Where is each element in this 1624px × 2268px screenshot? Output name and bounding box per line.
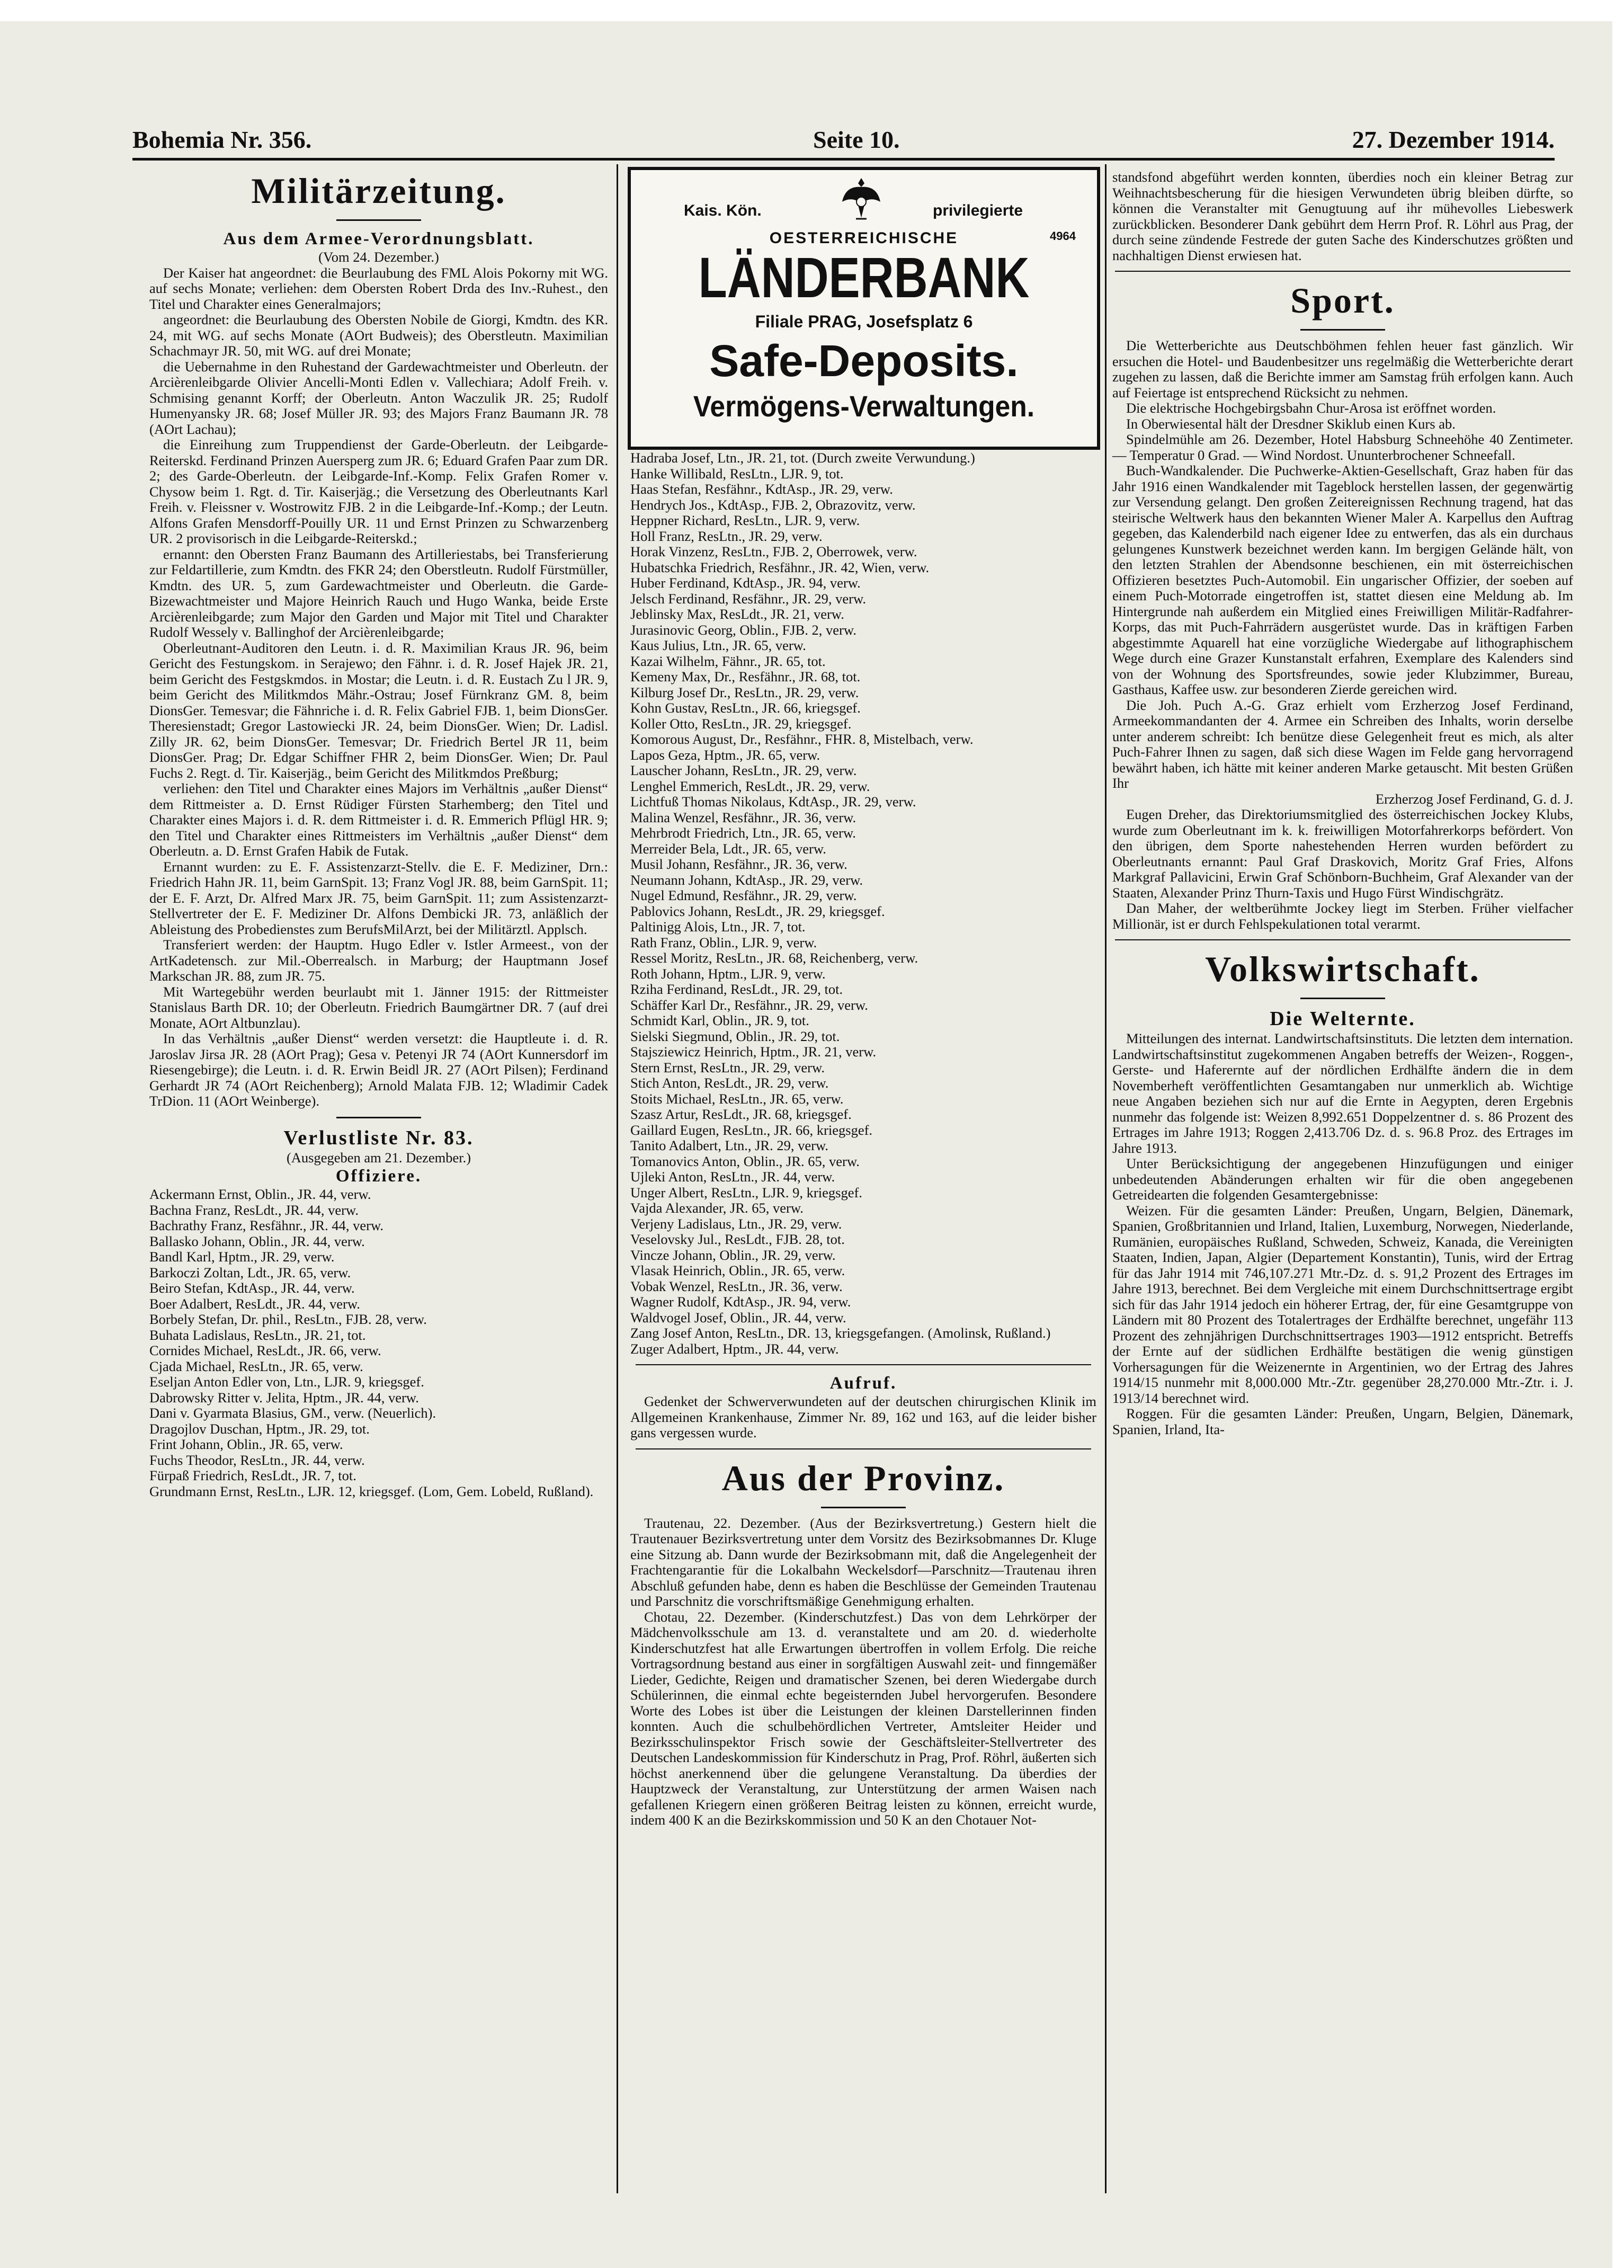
list-item: Stajsziewicz Heinrich, Hptm., JR. 21, verw.	[630, 1044, 877, 1060]
list-item: Ackermann Ernst, Oblin., JR. 44, verw.	[149, 1186, 371, 1202]
list-item: Malina Wenzel, Resfähnr., JR. 36, verw.	[630, 809, 856, 825]
paragraph: In Oberwiesental hält der Dresdner Skiklub einen Kurs ab.	[1126, 415, 1456, 432]
article-title-aufruf: Aufruf.	[829, 1374, 897, 1393]
list-item: Fuchs Theodor, ResLtn., JR. 44, verw.	[149, 1452, 365, 1468]
list-item: Lenghel Emmerich, ResLdt., JR. 29, verw.	[630, 778, 870, 794]
list-item: Lapos Geza, Hptm., JR. 65, verw.	[630, 746, 820, 763]
list-item: Wagner Rudolf, KdtAsp., JR. 94, verw.	[630, 1294, 851, 1310]
list-item: Kazai Wilhelm, Fähnr., JR. 65, tot.	[630, 653, 826, 669]
ad-brand-laenderbank: LÄNDERBANK	[698, 245, 1030, 309]
section-rule	[1300, 329, 1385, 331]
list-item: Waldvogel Josef, Oblin., JR. 44, verw.	[630, 1309, 846, 1326]
ad-line-kais-koen: Kais. Kön.	[684, 202, 762, 219]
section-title-aus-der-provinz: Aus der Provinz.	[721, 1457, 1005, 1498]
paragraph: Gedenket der Schwerverwundeten auf der deutschen chirurgischen Klinik im Allgemeinen Krankenhause, Zimmer Nr. 89, 162 und 163, auf die leider bisher gans vergessen wurde.	[630, 1393, 1096, 1440]
paragraph: Unter Berücksichtigung der angegebenen Hinzufügungen und einiger unbedeutenden Abänderungen erhalten wir für die oben angegebenen Getreidearten die folgenden Gesamtergebnisse:	[1112, 1155, 1573, 1203]
list-item: Komorous August, Dr., Resfähnr., FHR. 8, Mistelbach, verw.	[630, 731, 974, 747]
paragraph: angeordnet: die Beurlaubung des Obersten Nobile de Giorgi, Kmdtn. des KR. 24, mit WG. auf sechs Monate (AOrt Budweis); des Oberstleutn. Maximilian Schachmayr JR. 50, mit WG. auf drei Monate;	[149, 312, 608, 359]
list-item: Frint Johann, Oblin., JR. 65, verw.	[149, 1436, 343, 1452]
section-rule	[1115, 939, 1571, 940]
list-item: Szasz Artur, ResLdt., JR. 68, kriegsgef.	[630, 1106, 852, 1122]
list-item: Ressel Moritz, ResLtn., JR. 68, Reichenberg, verw.	[630, 950, 918, 966]
section-rule	[821, 1507, 906, 1508]
column-1	[149, 170, 608, 1499]
list-item: Vobak Wenzel, ResLtn., JR. 36, verw.	[630, 1278, 843, 1294]
list-item: Neumann Johann, KdtAsp., JR. 29, verw.	[630, 871, 863, 888]
article-title-die-welternte: Die Welternte.	[1270, 1008, 1416, 1030]
list-item: Dani v. Gyarmata Blasius, GM., verw. (Neuerlich).	[149, 1405, 436, 1421]
list-item: Kohn Gustav, ResLtn., JR. 66, kriegsgef.	[630, 700, 861, 716]
list-item: Stern Ernst, ResLtn., JR. 29, verw.	[630, 1059, 825, 1075]
header-rule	[132, 158, 1555, 161]
imperial-eagle-icon	[840, 175, 882, 223]
scan-margin-right	[1612, 0, 1624, 2268]
paragraph: die Uebernahme in den Ruhestand der Gardewachtmeister und Oberleutn. der Arcièrenleibgarde Olivier Ancelli-Monti Edlen v. Vallechiara; Adolf Freih. v. Schmising genannt Korff; der Oberleutn. Anton Waczulik JR. 25; Rudolf Humenyansky JR. 68; Josef Müller JR. 93; des Majors Franz Baumann JR. 78 (AOrt Lachau);	[149, 358, 608, 437]
list-item: Grundmann Ernst, ResLtn., LJR. 12, kriegsgef. (Lom, Gem. Lobeld, Rußland).	[149, 1483, 594, 1499]
column-2	[630, 450, 1096, 1828]
list-item: Buhata Ladislaus, ResLtn., JR. 21, tot.	[149, 1327, 366, 1343]
paragraph: Roggen. Für die gesamten Länder: Preußen, Ungarn, Belgien, Dänemark, Spanien, Irland, Ita-	[1112, 1406, 1573, 1437]
list-item: Merreider Bela, Ldt., JR. 65, verw.	[630, 840, 826, 857]
list-item: Bachrathy Franz, Resfähnr., JR. 44, verw.	[149, 1217, 384, 1233]
list-item: Rziha Ferdinand, ResLdt., JR. 29, tot.	[630, 981, 843, 997]
article-title-verlustliste: Verlustliste Nr. 83.	[283, 1126, 474, 1149]
list-item: Heppner Richard, ResLtn., LJR. 9, verw.	[630, 512, 860, 528]
section-rule	[336, 219, 421, 221]
section-rule	[636, 1364, 1091, 1365]
list-item: Roth Johann, Hptm., LJR. 9, verw.	[630, 965, 826, 982]
list-item: Haas Stefan, Resfähnr., KdtAsp., JR. 29, verw.	[630, 481, 893, 497]
column-3	[1112, 170, 1573, 1437]
ad-branch-address: Filiale PRAG, Josefsplatz 6	[755, 312, 973, 331]
list-item: Hanke Willibald, ResLtn., LJR. 9, tot.	[630, 465, 844, 482]
list-item: Cjada Michael, ResLtn., JR. 65, verw.	[149, 1358, 363, 1374]
list-item: Dragojlov Duschan, Hptm., JR. 29, tot.	[149, 1420, 370, 1437]
list-item: Huber Ferdinand, KdtAsp., JR. 94, verw.	[630, 575, 861, 591]
list-item: Jeblinsky Max, ResLdt., JR. 21, verw.	[630, 606, 844, 622]
list-item: Veselovsky Jul., ResLdt., FJB. 28, tot.	[630, 1231, 845, 1247]
list-item: Bachna Franz, ResLdt., JR. 44, verw.	[149, 1202, 359, 1218]
list-item: Vincze Johann, Oblin., JR. 29, verw.	[630, 1247, 836, 1263]
paragraph: Mit Wartegebühr werden beurlaubt mit 1. Jänner 1915: der Rittmeister Stanislaus Barth DR. 10; der Oberleutn. Friedrich Baumgärtner DR. 7 (auf drei Monate, AOrt Altbunzlau).	[149, 983, 608, 1031]
paragraph: Buch-Wandkalender. Die Puchwerke-Aktien-Gesellschaft, Graz haben für das Jahr 1916 einen Wandkalender mit Tageblock herstellen lassen, der gegenwärtig zur Versendung gelangt. Den großen Zeitereignissen Rechnung tragend, hat das steirische Weltwerk haus den bekannten Wiener Maler A. Karpellus den Auftrag gegeben, das Kalenderbild nach eigener Idee zu entwerfen, das als ein durchaus gelungenes Kunstwerk bezeichnet werden kann. Im bergigen Gelände hält, von den letzten Strahlen der Abendsonne beschienen, ein mit österreichischen Offizieren besetztes Puch-Automobil. Ein ungarischer Offizier, der soeben auf einem Puch-Motorrade eingetroffen ist, stattet diesen eine Meldung ab. Im Hintergrunde nah außerdem ein Mitglied eines Freiwilligen Militär-Radfahrer-Korps, das mit Puch-Fahrrädern ausgerüstet wurde. Das in kräftigen Farben abgestimmte Aquarell hat eine vorzügliche Wiedergabe auf lithographischem Wege durch eine Grazer Kunstanstalt erfahren, Exemplare des Kalenders sind von der Wohnung des Sportsfreundes, sowie jeder Klubzimmer, Bureau, Gasthaus, Kaffee usw. zur besonderen Zierde gereichen wird.	[1112, 463, 1573, 697]
issue-date: 27. Dezember 1914.	[1352, 126, 1555, 153]
column-divider-1	[617, 164, 618, 2193]
verlustliste-date: (Ausgegeben am 21. Dezember.)	[286, 1149, 471, 1166]
list-item: Fürpaß Friedrich, ResLdt., JR. 7, tot.	[149, 1467, 356, 1483]
signature-line: Erzherzog Josef Ferdinand, G. d. J.	[1375, 790, 1573, 807]
list-item: Hendrych Jos., KdtAsp., FJB. 2, Obrazovitz, verw.	[630, 496, 916, 513]
section-rule	[1300, 998, 1385, 999]
column-divider-2	[1105, 164, 1107, 2193]
paragraph: Weizen. Für die gesamten Länder: Preußen, Ungarn, Belgien, Dänemark, Spanien, Großbritannien und Irland, Italien, Luxemburg, Norwegen, Niederlande, Rumänien, europäisches Rußland, Schweden, Schweiz, Kanada, die Vereinigten Staaten, Indien, Japan, Algier (Departement Konstantin), Tunis, wird der Ertrag für das Jahr 1914 mit 746,107.271 Mtr.-Dz. d. s. 91,2 Prozent des Ertrages im Jahre 1913, berechnet. Bei dem Vergleiche mit einem Durchschnittsertrage ergibt sich für das Jahr 1914 jedoch ein höherer Ertrag, der, für eine Gesamtgruppe von Ländern mit 80 Prozent des Totalertrages der Erdhälfte berechnet, ungefähr 113 Prozent des zehnjährigen Durchschnittsertrages 1903—1912 entspricht. Betreffs der Ernte auf der südlichen Erdhälfte bestätigen die wenig günstigen Vorhersagungen für die Weizenernte in Argentinien, wo der Ertrag des Jahres 1914/15 nunmehr mit 8,000.000 Mtr.-Ztr. gegenüber 28,270.000 Mtr.-Ztr. i. J. 1913/14 berechnet wird.	[1112, 1202, 1573, 1406]
paragraph: Ernannt wurden: zu E. F. Assistenzarzt-Stellv. die E. F. Mediziner, Drn.: Friedrich Hahn JR. 11, beim GarnSpit. 13; Franz Vogl JR. 88, beim GarnSpit. 11; der E. F. Arzt, Dr. Alfred Marx JR. 75, beim GarnSpit. 11; zum Assistenzarzt-Stellvertreter der E. F. Mediziner Dr. Alfons Dembicki JR. 73, anläßlich der Ableistung des Probedienstes zum BerufsMilArzt, bei der Militärztl. Applsch.	[149, 858, 608, 937]
list-item: Bandl Karl, Hptm., JR. 29, verw.	[149, 1249, 335, 1265]
paragraph: Die Wetterberichte aus Deutschböhmen fehlen heuer fast gänzlich. Wir ersuchen die Hotel- und Baudenbesitzer uns regelmäßig die Wetterberichte derart zugehen zu lassen, daß die Berichte immer am Samstag früh erfolgen kann. Auch auf Feiertage ist entsprechend Rücksicht zu nehmen.	[1112, 337, 1573, 401]
list-item: Ujleki Anton, ResLtn., JR. 44, verw.	[630, 1169, 835, 1185]
list-item: Schäffer Karl Dr., Resfähnr., JR. 29, verw.	[630, 997, 868, 1013]
list-item: Jelsch Ferdinand, Resfähnr., JR. 29, verw.	[630, 590, 867, 607]
list-item: Ballasko Johann, Oblin., JR. 44, verw.	[149, 1233, 365, 1249]
list-item: Borbely Stefan, Dr. phil., ResLtn., FJB. 28, verw.	[149, 1311, 427, 1327]
list-item: Lauscher Johann, ResLtn., JR. 29, verw.	[630, 762, 857, 778]
list-item: Holl Franz, ResLtn., JR. 29, verw.	[630, 528, 823, 544]
list-item: Mehrbrodt Friedrich, Ltn., JR. 65, verw.	[630, 825, 856, 841]
scan-margin-top	[0, 0, 1624, 21]
list-item: Beiro Stefan, KdtAsp., JR. 44, verw.	[149, 1280, 355, 1296]
ad-line-oesterreichische: OESTERREICHISCHE	[769, 229, 959, 247]
list-item: Kilburg Josef Dr., ResLtn., JR. 29, verw.	[630, 684, 859, 700]
paragraph: Trautenau, 22. Dezember. (Aus der Bezirksvertretung.) Gestern hielt die Trautenauer Bezirksvertretung unter dem Vorsitz des Bezirksobmannes Dr. Kluge eine Sitzung ab. Dann wurde der Bezirksobmann mit, daß die Angelegenheit der Frachtengarantie für die Lokalbahn Weckelsdorf—Parschnitz—Trautenau ihren Abschluß gefunden habe, denn es haben die Beschlüsse der Gemeinden Trautenau und Parschnitz die vorschriftsmäßige Genehmigung erhalten.	[630, 1515, 1096, 1609]
paragraph: Mitteilungen des internat. Landwirtschaftsinstituts. Die letzten dem internation. Landwirtschaftsinstitut zugekommenen Angaben betreffs der Weizen-, Roggen-, Gerste- und Haferernte auf der nördlichen Erdhälfte ändern die in dem Novemberheft veröffentlichten Gesamtangaben nur unmerklich ab. Wichtige neue Angaben beziehen sich nur auf die Ernte in Aegypten, deren Ergebnis nunmehr das folgende ist: Weizen 8,992.651 Doppelzentner d. s. 86 Prozent des Ertrages im Jahre 1913; Roggen 2,413.706 Dz. d. s. 96.8 Proz. des Ertrages im Jahre 1913.	[1112, 1030, 1573, 1156]
paragraph: Spindelmühle am 26. Dezember, Hotel Habsburg Schneehöhe 40 Zentimeter. — Temperatur 0 Grad. — Wind Nordost. Ununterbrochener Schneefall.	[1112, 431, 1573, 463]
paragraph: Der Kaiser hat angeordnet: die Beurlaubung des FML Alois Pokorny mit WG. auf sechs Monate; verliehen: dem Obersten Robert Drda des Inv.-Ruhest., den Titel und Charakter eines Generalmajors;	[149, 264, 608, 312]
article-date: (Vom 24. Dezember.)	[318, 249, 439, 265]
list-item: Stich Anton, ResLdt., JR. 29, verw.	[630, 1075, 829, 1091]
section-rule	[1115, 271, 1571, 272]
paragraph: Transferiert werden: der Hauptm. Hugo Edler v. Istler Armeest., von der ArtKadetensch. zur Mil.-Oberrealsch. in Marburg; der Hauptmann Josef Markschan JR. 88, zum JR. 75.	[149, 937, 608, 984]
paragraph: Eugen Dreher, das Direktoriumsmitglied des österreichischen Jockey Klubs, wurde zum Oberleutnant im k. k. freiwilligen Motorfahrerkorps befördert. Von den übrigen, dem Sporte nahestehenden Herren wurden befördert zu Oberleutnants ernannt: Paul Graf Draskovich, Moritz Graf Fries, Alfons Markgraf Pallavicini, Erwin Graf Schönborn-Buchheim, Graf Alexander van der Staaten, Alexander Prinz Thurn-Taxis und Hugo Fürst Windischgrätz.	[1112, 806, 1573, 901]
offiziere-subhead: Offiziere.	[335, 1167, 422, 1186]
list-item: Zuger Adalbert, Hptm., JR. 44, verw.	[630, 1340, 839, 1357]
list-item: Kemeny Max, Dr., Resfähnr., JR. 68, tot.	[630, 669, 861, 684]
list-item: Stoits Michael, ResLtn., JR. 65, verw.	[630, 1090, 844, 1107]
paragraph: ernannt: den Obersten Franz Baumann des Artilleriestabs, bei Transferierung zur Feldartillerie, zum Kmdtn. des FKR 24; den Oberstleutn. Rudolf Fürstmüller, Kmdtn. des UR. 5, zum Gardewachtmeister und Oberleutn. die Garde-Bizewachtmeister und Majore Heinrich Rauch und Hugo Wanka, beide Erste Arcièrenleibgarde; zum Major den Garden und Major mit Titel und Charakter Rudolf Wessely v. Ballinghof der Arcièrenleibgarde;	[149, 546, 608, 640]
list-item: Eseljan Anton Edler von, Ltn., LJR. 9, kriegsgef.	[149, 1374, 424, 1390]
list-item: Paltinigg Alois, Ltn., JR. 7, tot.	[630, 919, 806, 935]
page-number: Seite 10.	[813, 126, 900, 153]
list-item: Gaillard Eugen, ResLtn., JR. 66, kriegsgef.	[630, 1122, 873, 1138]
paragraph: verliehen: den Titel und Charakter eines Majors im Verhältnis „außer Dienst“ dem Rittmeister a. D. Ernst Rüdiger Fürsten Starhemberg; den Titel und Charakter eines Majors i. d. R. dem Rittmeister i. d. R. Emmerich Pflügl HR. 9; den Titel und Charakter eines Rittmeisters im Verhältnis „außer Dienst“ dem Oberleutn. a. D. Ernst Grafen Habik de Futak.	[149, 780, 608, 859]
list-item: Schmidt Karl, Oblin., JR. 9, tot.	[630, 1012, 809, 1028]
section-rule	[636, 1448, 1091, 1449]
list-item: Jurasinovic Georg, Oblin., FJB. 2, verw.	[630, 621, 856, 638]
list-item: Pablovics Johann, ResLdt., JR. 29, kriegsgef.	[630, 903, 885, 919]
casualty-list	[149, 1187, 608, 1499]
list-item: Unger Albert, ResLtn., LJR. 9, kriegsgef.	[630, 1184, 862, 1200]
list-item: Kaus Julius, Ltn., JR. 65, verw.	[630, 637, 806, 653]
section-title-volkswirtschaft: Volkswirtschaft.	[1205, 949, 1480, 989]
paragraph: die Einreihung zum Truppendienst der Garde-Oberleutn. der Leibgarde-Reiterskd. Ferdinand Prinzen Auersperg zum JR. 6; Eduard Grafen Paar zum DR. 2; des Garde-Oberleutn. der Leibgarde-Inf.-Komp. Felix Grafen Romer v. Chysow beim 1. Rgt. d. Tir. Kaiserjäg.; die Versetzung des Oberleutnants Karl Freih. v. Fleissner v. Wostrowitz FJB. 2 in die Leibgarde-Inf.-Komp.; der Leutn. Alfons Grafen Mensdorff-Pouilly UR. 11 und Ernst Prinzen zu Schwarzenberg UR. 2 provisorisch in die Leibgarde-Reiterskd.;	[149, 437, 608, 546]
article-title-armee-verordnungsblatt: Aus dem Armee-Verordnungsblatt.	[223, 229, 534, 248]
list-item: Tanito Adalbert, Ltn., JR. 29, verw.	[630, 1137, 828, 1153]
ad-safe-deposits: Safe-Deposits.	[709, 336, 1019, 386]
list-item: Rath Franz, Oblin., LJR. 9, verw.	[630, 934, 817, 950]
paragraph: Dan Maher, der weltberühmte Jockey liegt im Sterben. Früher vielfacher Millionär, ist er durch Fehlspekulationen total verarmt.	[1112, 900, 1573, 932]
paragraph: standsfond abgeführt werden konnten, überdies noch ein kleiner Betrag zur Weihnachtsbescherung für die hiesigen Verwundeten übrig bleiben dürfte, so können die Veranstalter mit Genugtuung auf ihr mühevolles Liebeswerk zurückblicken. Besonderer Dank gebührt dem Herrn Prof. R. Löhrl aus Prag, der durch seine zündende Festrede der guten Sache des Kinderschutzes größten und nachhaltigen Dienst erwiesen hat.	[1112, 169, 1573, 263]
list-item: Barkoczi Zoltan, Ldt., JR. 65, verw.	[149, 1264, 351, 1280]
list-item: Vlasak Heinrich, Oblin., JR. 65, verw.	[630, 1262, 845, 1278]
list-item: Boer Adalbert, ResLdt., JR. 44, verw.	[149, 1295, 360, 1312]
list-item: Musil Johann, Resfähnr., JR. 36, verw.	[630, 856, 847, 872]
issue-number: Bohemia Nr. 356.	[132, 126, 312, 153]
paragraph: In das Verhältnis „außer Dienst“ werden versetzt: die Hauptleute i. d. R. Jaroslav Jirsa JR. 28 (AOrt Prag); Gesa v. Petenyi JR 74 (AOrt Kunnersdorf im Riesengebirge); die Leutn. i. d. R. Erwin Beidl JR. 27 (AOrt Pilsen); Ferdinand Gerhardt JR 74 (AOrt Reichenberg); Arnold Malata FJB. 12; Wladimir Cadek TrDion. 11 (AOrt Weinberge).	[149, 1030, 608, 1109]
list-item: Koller Otto, ResLtn., JR. 29, kriegsgef.	[630, 715, 852, 732]
list-item: Hadraba Josef, Ltn., JR. 21, tot. (Durch zweite Verwundung.)	[630, 450, 975, 466]
list-item: Horak Vinzenz, ResLtn., FJB. 2, Oberrowek, verw.	[630, 544, 917, 559]
paragraph: Die Joh. Puch A.-G. Graz erhielt vom Erzherzog Josef Ferdinand, Armeekommandanten der 4. Armee ein Schreiben des Inhalts, worin derselbe unter anderem schreibt: Ich benütze diese Gelegenheit freut es mich, als alter Puch-Fahrer Ihnen zu sagen, daß sich diese Wagen im Felde gang hervorragend bewährt haben, ich hätte mit keiner anderen Marke getauscht. Mit besten Grüßen Ihr	[1112, 697, 1573, 791]
paragraph: Oberleutnant-Auditoren den Leutn. i. d. R. Maximilian Kraus JR. 96, beim Gericht des Festungskom. in Serajewo; den Fähnr. i. d. R. Josef Hajek JR. 21, beim Gericht des Festgskmdos. in Mostar; die Leutn. i. d. R. Eustach Zu l JR. 9, beim Gericht des Militkmdos Mähr.-Ostrau; Josef Fürnkranz GM. 8, beim DionsGer. Temesvar; die Fähnriche i. d. R. Felix Gabriel FJB. 1, beim DionsGer. Theresienstadt; Gregor Lastowiecki JR. 24, beim DionsGer. Wien; Dr. Ladisl. Zilly JR. 62, beim DionsGer. Temesvar; Dr. Friedrich Bertel JR 11, beim DionsGer. Prag; Dr. Edgar Schiffner FHR 2, beim DionsGer. Wien; Dr. Paul Fuchs 2. Regt. d. Tir. Kaiserjäg., beim Gericht des Militkmdos Preßburg;	[149, 639, 608, 781]
list-item: Nugel Edmund, Resfähnr., JR. 29, verw.	[630, 887, 857, 903]
section-rule	[336, 1117, 421, 1118]
section-title-militaerzeitung: Militärzeitung.	[251, 171, 506, 211]
list-item: Lichtfuß Thomas Nikolaus, KdtAsp., JR. 29, verw.	[630, 794, 916, 810]
list-item: Dabrowsky Ritter v. Jelita, Hptm., JR. 44, verw.	[149, 1389, 419, 1406]
list-item: Vajda Alexander, JR. 65, verw.	[630, 1200, 804, 1216]
list-item: Zang Josef Anton, ResLtn., DR. 13, kriegsgefangen. (Amolinsk, Rußland.)	[630, 1325, 1051, 1341]
ad-vermoegens-verwaltungen: Vermögens-Verwaltungen.	[693, 389, 1035, 423]
paragraph: Chotau, 22. Dezember. (Kinderschutzfest.) Das von dem Lehrkörper der Mädchenvolksschule am 13. d. veranstaltete und am 20. d. wiederholte Kinderschutzfest hat alle Erwartungen übertroffen in vollem Erfolg. Die reiche Vortragsordnung bestand aus einer in sorgfältigen Auswahl zeit- und finngemäßer Lieder, Gedichte, Reigen und dramatischer Szenen, bei deren Wiedergabe durch Schülerinnen, die einmal echte begeisternden Jubel hervorgerufen. Besondere Worte des Lobes ist über die Leistungen der kleinen Darstellerinnen finden konnten. Auch die schulbehördlichen Vertreter, Amtsleiter Heider und Bezirksschulinspektor Frisch sowie der Geschäftsleiter-Stellvertreter des Deutschen Landeskommission für Kinderschutz in Prag, Prof. Röhrl, äußerten sich höchst anerkennend über die gelungene Veranstaltung. Da überdies der Hauptzweck der Veranstaltung, zur Unterstützung der armen Waisen nach gefallenen Kriegern einen größeren Beitrag leisten zu können, erreicht wurde, indem 400 K an die Bezirkskommission und 50 K an den Chotauer Not-	[630, 1608, 1096, 1828]
page-header	[132, 119, 1555, 162]
list-item: Cornides Michael, ResLdt., JR. 66, verw.	[149, 1342, 381, 1358]
list-item: Verjeny Ladislaus, Ltn., JR. 29, verw.	[630, 1215, 842, 1232]
list-item: Tomanovics Anton, Oblin., JR. 65, verw.	[630, 1153, 860, 1169]
paragraph: Die elektrische Hochgebirgsbahn Chur-Arosa ist eröffnet worden.	[1126, 400, 1496, 416]
ad-reference-number: 4964	[1050, 229, 1076, 243]
list-item: Sielski Siegmund, Oblin., JR. 29, tot.	[630, 1028, 840, 1044]
laenderbank-advertisement	[628, 167, 1100, 450]
section-title-sport: Sport.	[1290, 280, 1395, 321]
casualty-list-continued	[630, 450, 1096, 1357]
ad-line-privilegierte: privilegierte	[933, 202, 1023, 219]
list-item: Hubatschka Friedrich, Resfähnr., JR. 42, Wien, verw.	[630, 559, 930, 575]
